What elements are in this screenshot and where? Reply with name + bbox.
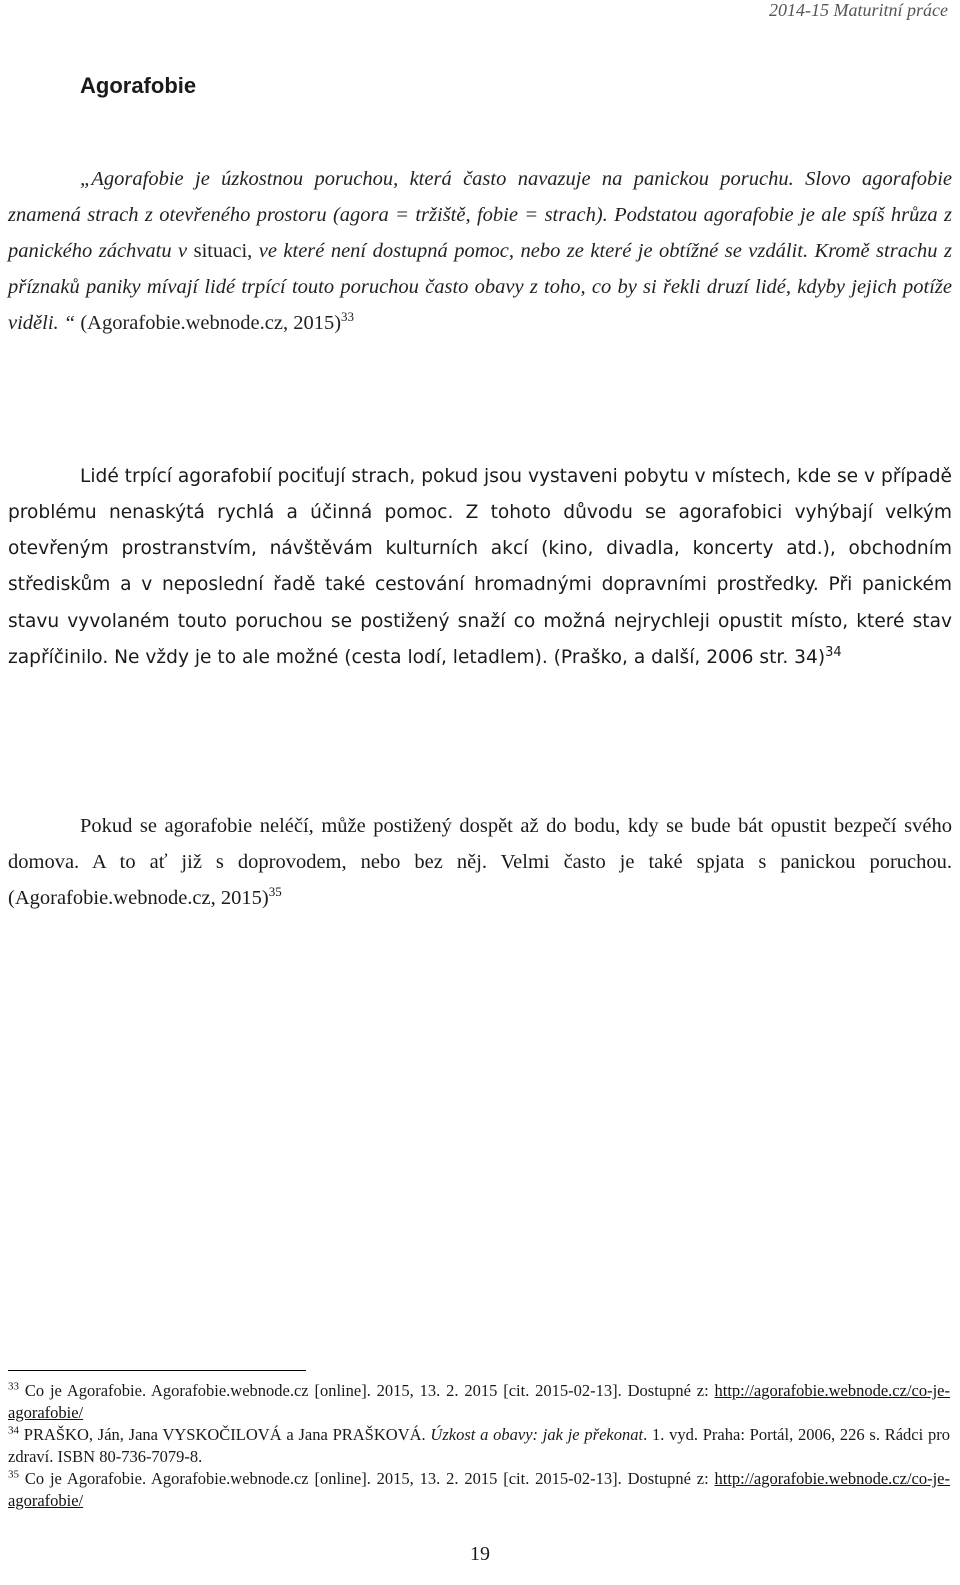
- paragraph-2-text: Lidé trpící agorafobií pociťují strach, pokud jsou vystaveni pobytu v místech, kde se v případě problému nenaskýtá rychlá a účinná pomoc. Z tohoto důvodu se agorafobici vyhýbají velkým otevřeným prostranstvím, návštěvám kulturních akcí (kino, divadla, koncerty atd.), obchodním střediskům a v neposlední řadě také cestování hromadnými dopravními prostředky. Při panickém stavu vyvolaném touto poruchou se postižený snaží co možná nejrychleji opustit místo, které stav zapříčinilo. Ne vždy je to ale možné (cesta lodí, letadlem). (Praško, a další, 2006 str. 34): [8, 465, 952, 669]
- running-header: 2014-15 Maturitní práce: [769, 0, 948, 20]
- section-title: Agorafobie: [80, 73, 197, 98]
- footnote-link[interactable]: http://agorafobie.webnode.cz/co-je-agorafobie/: [8, 1469, 950, 1510]
- footnote-number: 33: [8, 1380, 19, 1393]
- quote-citation: (Agorafobie.webnode.cz, 2015): [75, 311, 342, 334]
- footnote-book-title: Úzkost a obavy: jak je překonat: [430, 1425, 644, 1444]
- footnote-number: 34: [8, 1424, 19, 1437]
- footnote-link[interactable]: http://agorafobie.webnode.cz/co-je-agorafobie/: [8, 1381, 950, 1422]
- footnote-34: [8, 1424, 950, 1468]
- footnote-35: [8, 1468, 950, 1512]
- footnote-ref-34[interactable]: 34: [825, 644, 842, 660]
- quote-paragraph: [8, 161, 952, 341]
- footnote-separator: [8, 1370, 306, 1371]
- footnote-text: PRAŠKO, Ján, Jana VYSKOČILOVÁ a Jana PRAŠKOVÁ.: [19, 1425, 431, 1444]
- footnote-33: [8, 1380, 950, 1424]
- quote-italic-2: ve které není dostupná pomoc, nebo ze které je obtížné se vzdálit. Kromě strachu z příznaků paniky mívají lidé trpící touto poruchou často obavy z toho, co by si řekli druzí lidé, kdyby jejich potíže viděli. “: [8, 239, 952, 334]
- paragraph-3-text: Pokud se agorafobie neléčí, může postižený dospět až do bodu, kdy se bude bát opustit bezpečí svého domova. A to ať již s doprovodem, nebo bez něj. Velmi často je také spjata s panickou poruchou. (Agorafobie.webnode.cz, 2015): [8, 814, 952, 909]
- quote-italic-1: „Agorafobie je úzkostnou poruchou, která často navazuje na panickou poruchu. Slovo agorafobie znamená strach z otevřeného prostoru (agora = tržiště, fobie = strach). Podstatou agorafobie je ale spíš hrůza z panického záchvatu v: [8, 167, 952, 262]
- body-paragraph-2: [8, 459, 952, 677]
- quote-normal-1: situaci,: [187, 239, 259, 262]
- footnote-text: Co je Agorafobie. Agorafobie.webnode.cz [online]. 2015, 13. 2. 2015 [cit. 2015-02-13]. Dostupné z:: [19, 1381, 715, 1400]
- footnote-ref-35[interactable]: 35: [268, 883, 282, 899]
- page-number: 19: [470, 1543, 490, 1565]
- footnote-number: 35: [8, 1468, 19, 1481]
- footnote-ref-33[interactable]: 33: [341, 308, 355, 324]
- body-paragraph-3: [8, 808, 952, 916]
- footnote-text: Co je Agorafobie. Agorafobie.webnode.cz [online]. 2015, 13. 2. 2015 [cit. 2015-02-13]. Dostupné z:: [19, 1469, 715, 1488]
- footnotes: [8, 1380, 950, 1512]
- footnote-text-after: . 1. vyd. Praha: Portál, 2006, 226 s. Rádci pro zdraví. ISBN 80-736-7079-8.: [8, 1425, 950, 1466]
